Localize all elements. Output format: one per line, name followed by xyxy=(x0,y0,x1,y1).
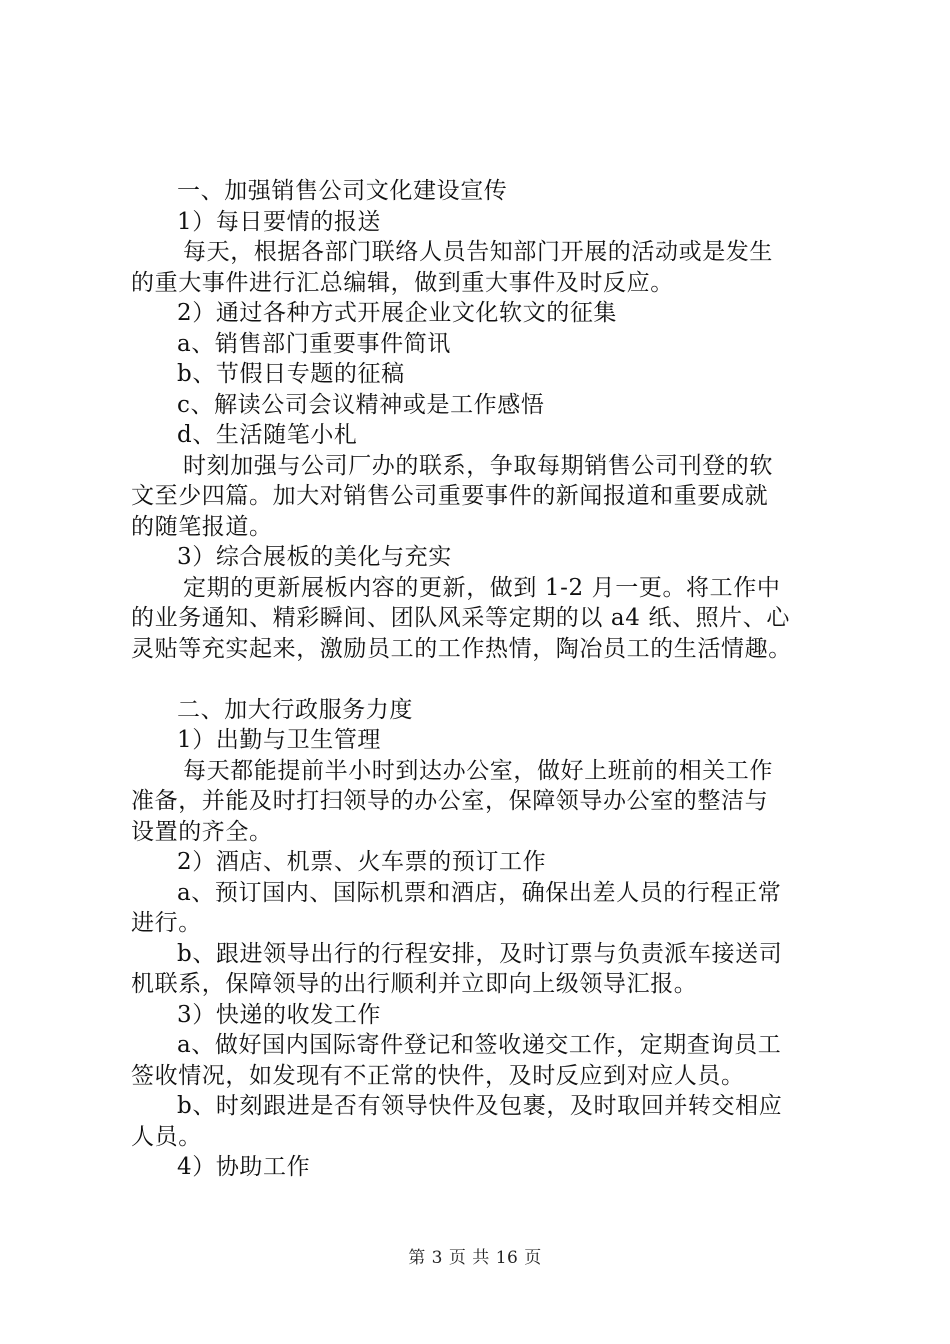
sub-item: c、解读公司会议精神或是工作感悟 xyxy=(177,391,545,418)
paragraph-line: 每天，根据各部门联络人员告知部门开展的活动或是发生 xyxy=(183,239,773,265)
item-title: 4）协助工作 xyxy=(177,1154,311,1180)
paragraph-line: a、预订国内、国际机票和酒店，确保出差人员的行程正常 xyxy=(177,879,782,906)
section-heading: 二、加大行政服务力度 xyxy=(177,696,413,723)
paragraph-line: 设置的齐全。 xyxy=(131,818,273,845)
item-title: 2）通过各种方式开展企业文化软文的征集 xyxy=(177,300,618,326)
paragraph-line: 每天都能提前半小时到达办公室，做好上班前的相关工作 xyxy=(183,757,773,784)
paragraph-line: 签收情况，如发现有不正常的快件，及时反应到对应人员。 xyxy=(131,1062,745,1089)
item-title: 1）出勤与卫生管理 xyxy=(177,727,382,753)
paragraph-line: a、做好国内国际寄件登记和签收递交工作，定期查询员工 xyxy=(177,1032,782,1058)
paragraph-line: 的重大事件进行汇总编辑，做到重大事件及时反应。 xyxy=(131,269,674,296)
sub-item: a、销售部门重要事件简讯 xyxy=(177,330,451,357)
paragraph-line: 的随笔报道。 xyxy=(131,513,273,540)
item-title: 1）每日要情的报送 xyxy=(177,208,382,235)
paragraph-line: 准备，并能及时打扫领导的办公室，保障领导办公室的整洁与 xyxy=(131,788,769,814)
paragraph-line: 进行。 xyxy=(131,910,202,936)
document-body xyxy=(131,176,851,1183)
sub-item: b、节假日专题的征稿 xyxy=(177,361,405,387)
paragraph-line: 的业务通知、精彩瞬间、团队风采等定期的以 a4 纸、照片、心 xyxy=(131,605,790,631)
paragraph-line: b、跟进领导出行的行程安排，及时订票与负责派车接送司 xyxy=(177,940,783,967)
section-gap xyxy=(131,664,851,695)
paragraph-line: 灵贴等充实起来，激励员工的工作热情，陶冶员工的生活情趣。 xyxy=(131,635,792,662)
page-number-footer: 第 3 页 共 16 页 xyxy=(408,1248,542,1268)
item-title: 3）综合展板的美化与充实 xyxy=(177,544,452,570)
paragraph-line: 人员。 xyxy=(131,1123,202,1150)
paragraph-line: 文至少四篇。加大对销售公司重要事件的新闻报道和重要成就 xyxy=(131,483,769,509)
section-heading: 一、加强销售公司文化建设宣传 xyxy=(177,178,508,204)
paragraph-line: 时刻加强与公司厂办的联系，争取每期销售公司刊登的软 xyxy=(183,452,773,479)
paragraph-line: 机联系，保障领导的出行顺利并立即向上级领导汇报。 xyxy=(131,971,698,997)
item-title: 3）快递的收发工作 xyxy=(177,1001,382,1028)
paragraph-line: b、时刻跟进是否有领导快件及包裹，及时取回并转交相应 xyxy=(177,1093,783,1119)
item-title: 2）酒店、机票、火车票的预订工作 xyxy=(177,849,547,875)
sub-item: d、生活随笔小札 xyxy=(177,422,358,448)
paragraph-line: 定期的更新展板内容的更新，做到 1-2 月一更。将工作中 xyxy=(183,574,781,601)
